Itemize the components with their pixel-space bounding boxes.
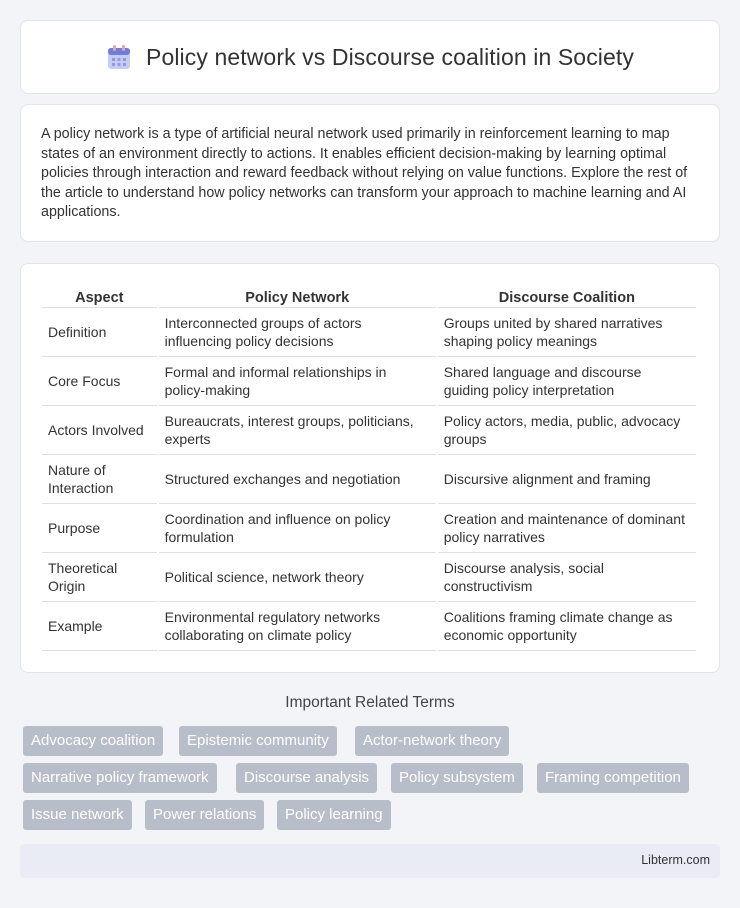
- tag-advocacy-coalition[interactable]: Advocacy coalition: [23, 726, 163, 756]
- row-discourse-coalition: Discursive alignment and framing: [438, 455, 696, 504]
- tag-framing-competition[interactable]: Framing competition: [537, 763, 689, 793]
- row-discourse-coalition: Creation and maintenance of dominant policy narratives: [438, 504, 696, 553]
- row-aspect: Nature of Interaction: [42, 455, 157, 504]
- table-row: [42, 357, 696, 406]
- header-aspect: Aspect: [42, 284, 157, 308]
- row-discourse-coalition: Coalitions framing climate change as economic opportunity: [438, 602, 696, 651]
- row-policy-network: Structured exchanges and negotiation: [159, 455, 436, 504]
- row-discourse-coalition: Discourse analysis, social constructivism: [438, 553, 696, 602]
- tag-discourse-analysis[interactable]: Discourse analysis: [236, 763, 377, 793]
- row-aspect: Definition: [42, 308, 157, 357]
- comparison-table-card: [20, 263, 720, 673]
- table-row: [42, 406, 696, 455]
- row-policy-network: Political science, network theory: [159, 553, 436, 602]
- row-policy-network: Environmental regulatory networks collaborating on climate policy: [159, 602, 436, 651]
- tag-epistemic-community[interactable]: Epistemic community: [179, 726, 337, 756]
- comparison-table: [40, 284, 698, 651]
- related-terms-title: Important Related Terms: [285, 694, 455, 711]
- row-aspect: Purpose: [42, 504, 157, 553]
- row-discourse-coalition: Shared language and discourse guiding policy interpretation: [438, 357, 696, 406]
- intro-text: A policy network is a type of artificial neural network used primarily in reinforcement learning to map states of an environment directly to actions. It enables efficient decision-making by learning optimal policies through interaction and reward feedback without relying on value functions. Explore the rest of the article to understand how policy networks can transform your approach to machine learning and AI applications.: [41, 126, 688, 220]
- title-wrap: [106, 43, 634, 71]
- row-aspect: Theoretical Origin: [42, 553, 157, 602]
- tag-policy-learning[interactable]: Policy learning: [277, 800, 391, 830]
- table-header-row: [42, 284, 696, 308]
- table-row: [42, 308, 696, 357]
- row-policy-network: Coordination and influence on policy formulation: [159, 504, 436, 553]
- table-row: [42, 455, 696, 504]
- footer-site-link[interactable]: Libterm.com: [641, 853, 710, 867]
- table-row: [42, 504, 696, 553]
- footer: [20, 844, 720, 878]
- row-discourse-coalition: Policy actors, media, public, advocacy groups: [438, 406, 696, 455]
- row-policy-network: Bureaucrats, interest groups, politicians, experts: [159, 406, 436, 455]
- tag-power-relations[interactable]: Power relations: [145, 800, 264, 830]
- header-policy-network: Policy Network: [159, 284, 436, 308]
- header-card: [20, 20, 720, 94]
- calendar-icon: [106, 43, 132, 71]
- tag-policy-subsystem[interactable]: Policy subsystem: [391, 763, 523, 793]
- row-aspect: Example: [42, 602, 157, 651]
- header-discourse-coalition: Discourse Coalition: [438, 284, 696, 308]
- row-policy-network: Interconnected groups of actors influencing policy decisions: [159, 308, 436, 357]
- row-policy-network: Formal and informal relationships in policy-making: [159, 357, 436, 406]
- row-aspect: Actors Involved: [42, 406, 157, 455]
- intro-card: [20, 104, 720, 242]
- tag-actor-network-theory[interactable]: Actor-network theory: [355, 726, 509, 756]
- table-row: [42, 553, 696, 602]
- row-discourse-coalition: Groups united by shared narratives shaping policy meanings: [438, 308, 696, 357]
- tag-narrative-policy-framework[interactable]: Narrative policy framework: [23, 763, 217, 793]
- tag-issue-network[interactable]: Issue network: [23, 800, 132, 830]
- page-title: Policy network vs Discourse coalition in Society: [146, 43, 634, 70]
- table-row: [42, 602, 696, 651]
- row-aspect: Core Focus: [42, 357, 157, 406]
